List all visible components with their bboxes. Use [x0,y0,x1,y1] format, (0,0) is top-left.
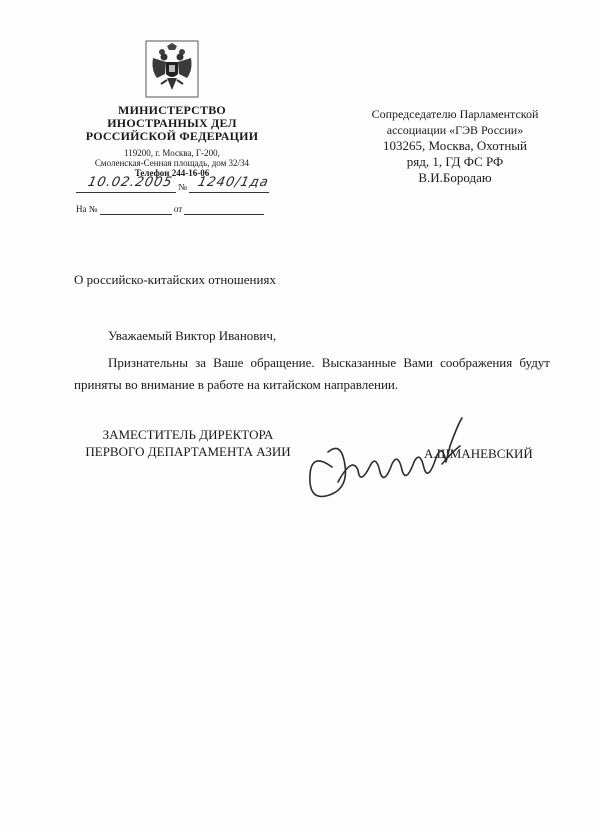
signatory-title-line: ЗАМЕСТИТЕЛЬ ДИРЕКТОРА [102,427,274,442]
handwritten-signature [292,412,482,512]
address-line: Смоленская-Сенная площадь, дом 32/34 [94,158,250,168]
signatory-title [80,426,296,460]
ministry-name-line: ИНОСТРАННЫХ ДЕЛ [107,116,237,130]
russian-coat-of-arms-icon [145,40,199,98]
addressee-line: 103265, Москва, Охотный [383,138,527,153]
number-label: № [178,182,187,192]
signatory-title-line: ПЕРВОГО ДЕПАРТАМЕНТА АЗИИ [85,444,291,459]
ministry-address [84,148,260,178]
letter-paragraph: Признательны за Ваше обращение. Высказанные Вами соображения будут приняты во внимание в работе на китайском направлении. [74,355,550,392]
addressee-block [350,106,560,186]
address-line: 119200, г. Москва, Г-200, [124,148,220,158]
addressee-line: ряд, 1, ГД ФС РФ [406,154,504,169]
ministry-name-line: МИНИСТЕРСТВО [118,103,226,117]
addressee-line: Сопредседателю Парламентской [371,107,539,121]
ref-number-underline [100,204,172,215]
handwritten-number: 1240/1да [196,175,271,190]
ministry-name [84,104,260,143]
reference-line [76,203,264,215]
letter-greeting: Уважаемый Виктор Иванович, [108,328,277,343]
addressee-line: В.И.Бородаю [418,170,492,185]
ref-label: На № [76,204,98,214]
ministry-name-line: РОССИЙСКОЙ ФЕДЕРАЦИИ [85,129,259,143]
ref-date-underline [184,204,264,215]
ref-from-label: от [173,204,183,214]
handwritten-date: 10.02.2005 [86,175,175,190]
addressee-line: ассоциации «ГЭВ России» [386,123,524,137]
signatory-name: А.ШМАНЕВСКИЙ [424,446,533,461]
letter-subject: О российско-китайских отношениях [74,272,276,287]
phone-number: Телефон 244-16-06 [134,168,210,178]
